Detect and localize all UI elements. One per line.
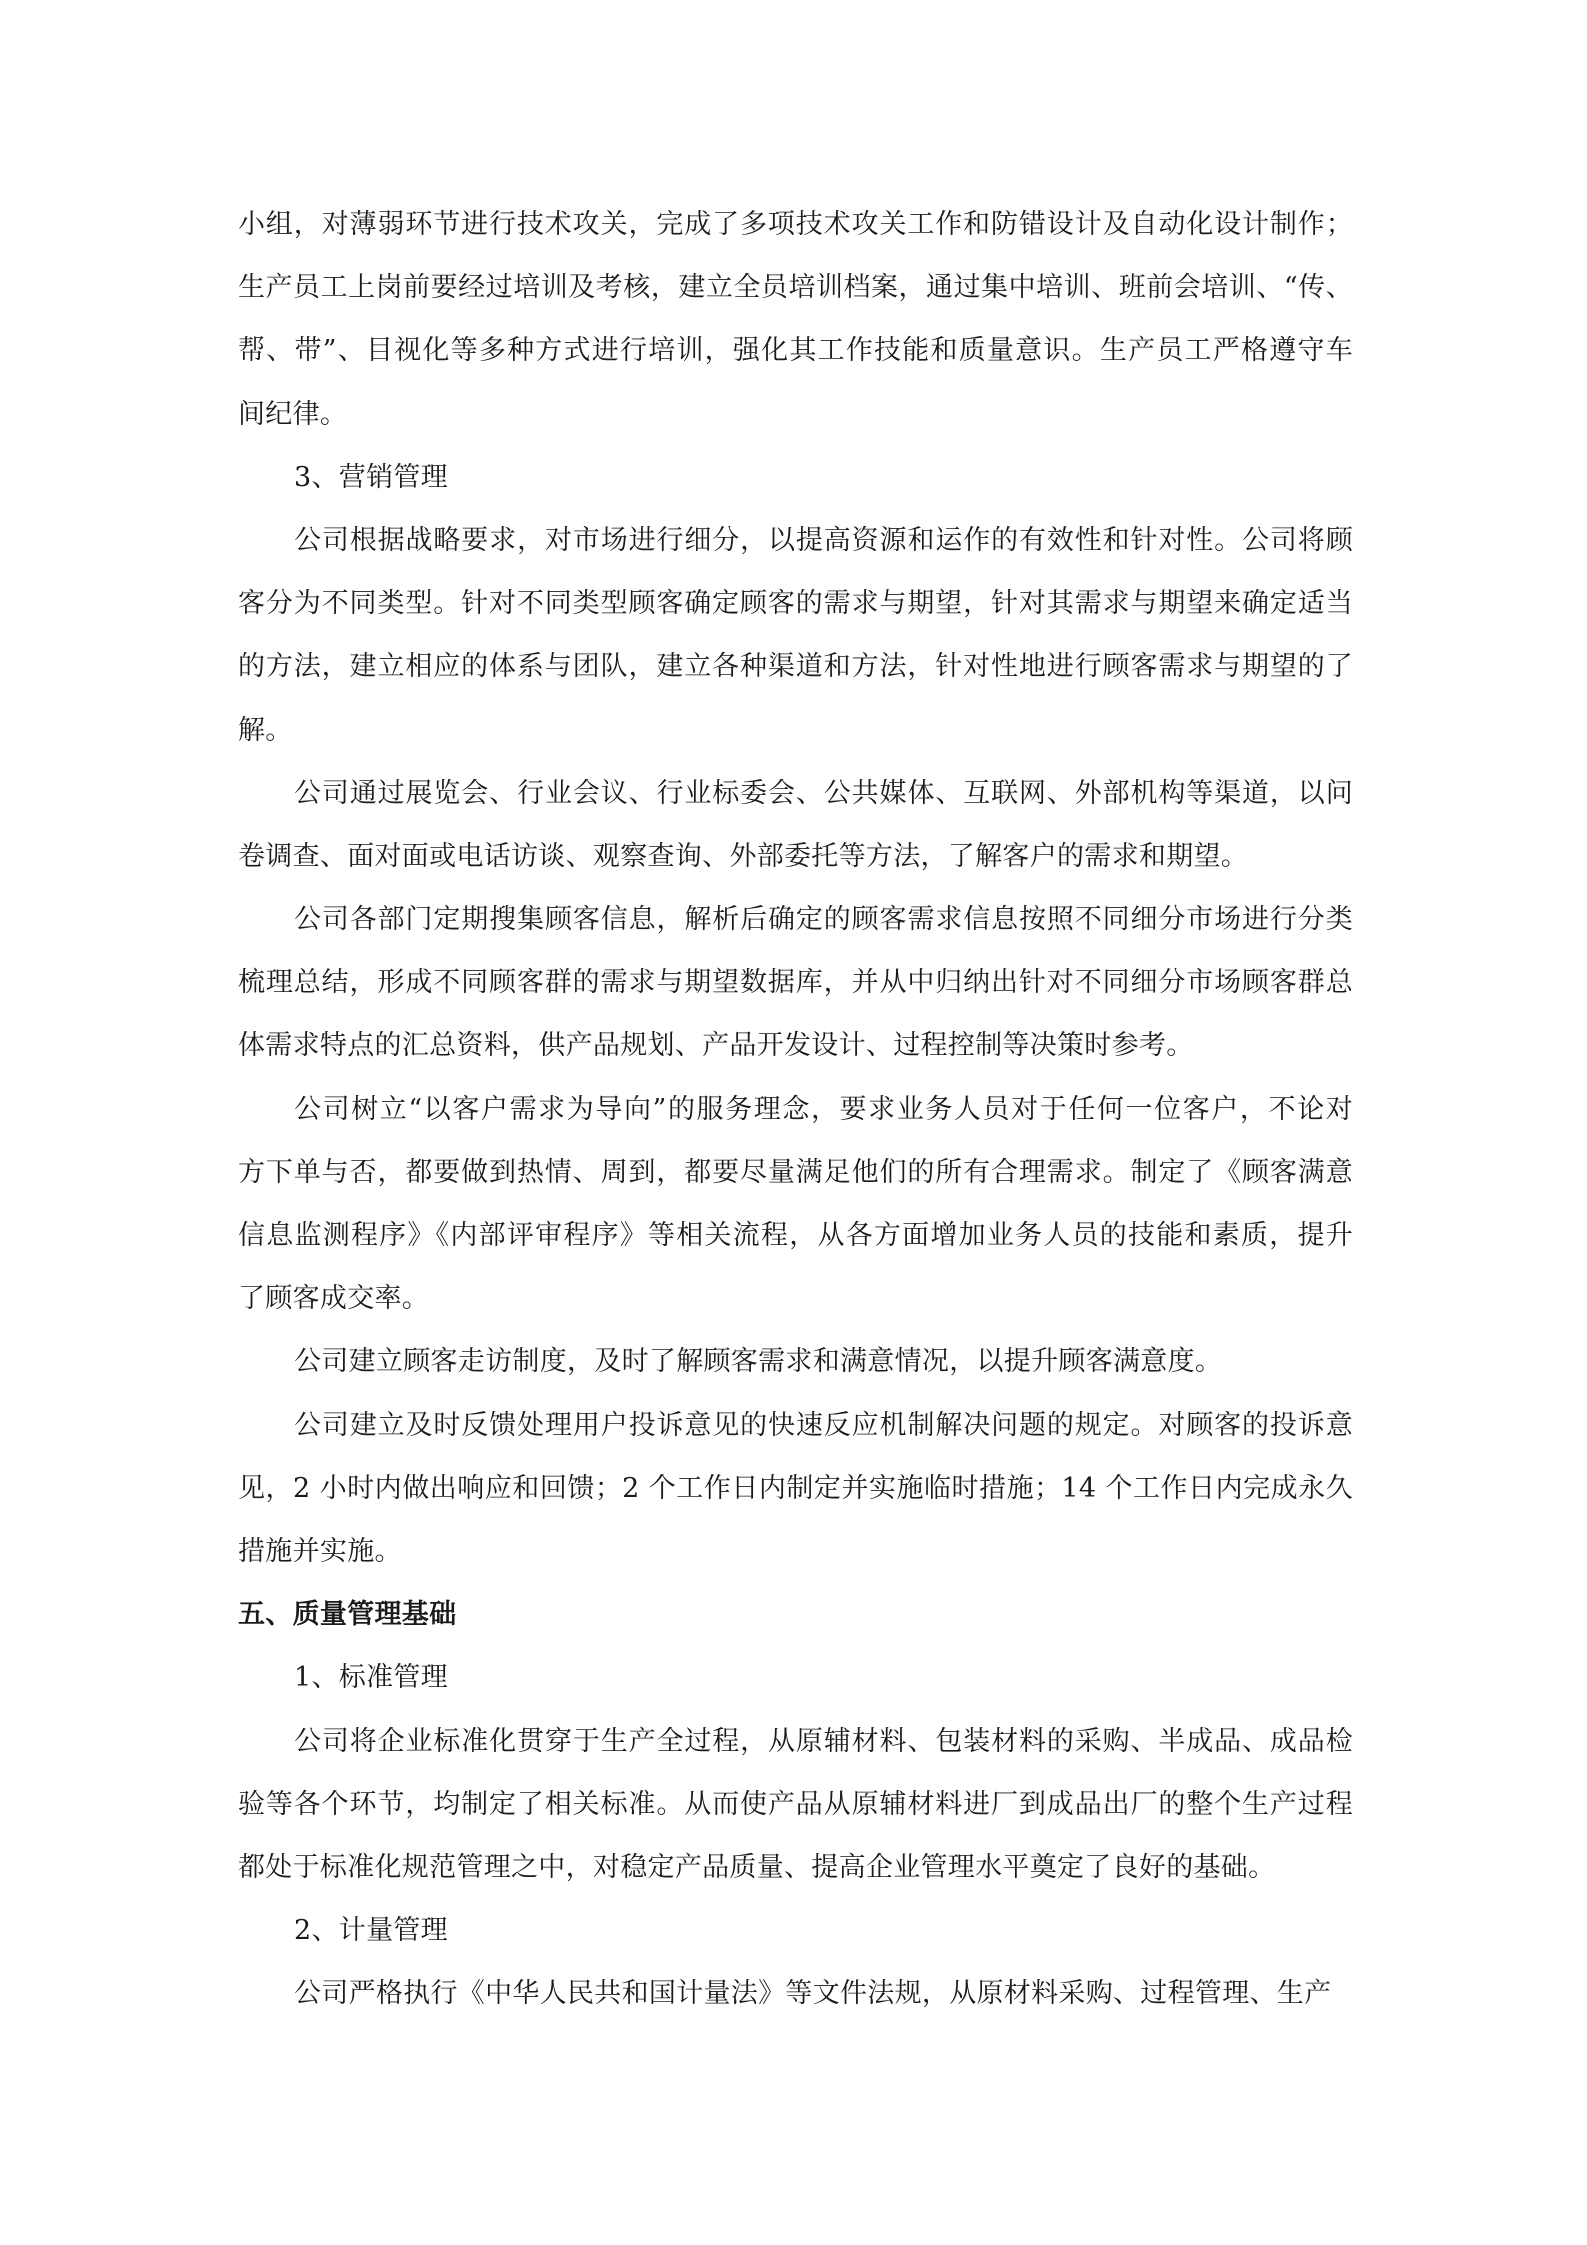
text-line: 体需求特点的汇总资料，供产品规划、产品开发设计、过程控制等决策时参考。 — [238, 1030, 1194, 1062]
text-line: 见，2 小时内做出响应和回馈；2 个工作日内制定并实施临时措施；14 个工作日内完成永久 — [238, 1472, 1353, 1504]
document-body — [238, 193, 1353, 2025]
text-line: 帮、带”、目视化等多种方式进行培训，强化其工作技能和质量意识。生产员工严格遵守车 — [238, 335, 1353, 367]
paragraph-metrology — [238, 1962, 1353, 2025]
paragraph-channels — [238, 762, 1353, 888]
section-heading-metrology: 2、计量管理 — [294, 1915, 448, 1947]
paragraph-standardization — [238, 1710, 1353, 1900]
text-line: 公司严格执行《中华人民共和国计量法》等文件法规，从原材料采购、过程管理、生产 — [294, 1978, 1332, 2010]
text-line: 了顾客成交率。 — [238, 1283, 430, 1315]
paragraph-market-segmentation — [238, 509, 1353, 762]
section-heading-standards: 1、标准管理 — [294, 1662, 448, 1694]
text-line: 公司根据战略要求，对市场进行细分，以提高资源和运作的有效性和针对性。公司将顾 — [294, 524, 1353, 556]
text-line: 公司各部门定期搜集顾客信息，解析后确定的顾客需求信息按照不同细分市场进行分类 — [294, 904, 1353, 936]
section-heading-marketing: 3、营销管理 — [294, 461, 448, 493]
text-line: 信息监测程序》《内部评审程序》等相关流程，从各方面增加业务人员的技能和素质，提升 — [238, 1220, 1353, 1251]
paragraph-complaint-handling — [238, 1394, 1353, 1584]
text-line: 公司建立顾客走访制度，及时了解顾客需求和满意情况，以提升顾客满意度。 — [294, 1346, 1223, 1378]
section-heading-quality-foundation: 五、质量管理基础 — [238, 1599, 457, 1631]
text-line: 梳理总结，形成不同顾客群的需求与期望数据库，并从中归纳出针对不同细分市场顾客群总 — [238, 967, 1353, 999]
text-line: 小组，对薄弱环节进行技术攻关，完成了多项技术攻关工作和防错设计及自动化设计制作； — [238, 209, 1353, 240]
text-line: 公司将企业标准化贯穿于生产全过程，从原辅材料、包装材料的采购、半成品、成品检 — [294, 1725, 1353, 1757]
text-line: 的方法，建立相应的体系与团队，建立各种渠道和方法，针对性地进行顾客需求与期望的了 — [238, 651, 1353, 683]
text-line: 客分为不同类型。针对不同类型顾客确定顾客的需求与期望，针对其需求与期望来确定适当 — [238, 588, 1353, 620]
text-line: 解。 — [238, 714, 293, 746]
text-line: 方下单与否，都要做到热情、周到，都要尽量满足他们的所有合理需求。制定了《顾客满意 — [238, 1156, 1353, 1188]
text-line: 验等各个环节，均制定了相关标准。从而使产品从原辅材料进厂到成品出厂的整个生产过程 — [238, 1788, 1353, 1820]
text-line: 生产员工上岗前要经过培训及考核，建立全员培训档案，通过集中培训、班前会培训、“传、 — [238, 272, 1353, 304]
text-line: 措施并实施。 — [238, 1535, 402, 1567]
paragraph-customer-visits — [238, 1330, 1353, 1393]
text-line: 公司通过展览会、行业会议、行业标委会、公共媒体、互联网、外部机构等渠道，以问 — [294, 777, 1353, 809]
paragraph-service-concept — [238, 1078, 1353, 1331]
text-line: 都处于标准化规范管理之中，对稳定产品质量、提高企业管理水平奠定了良好的基础。 — [238, 1851, 1276, 1883]
text-line: 公司建立及时反馈处理用户投诉意见的快速反应机制解决问题的规定。对顾客的投诉意 — [294, 1409, 1353, 1441]
text-line: 卷调查、面对面或电话访谈、观察查询、外部委托等方法，了解客户的需求和期望。 — [238, 840, 1249, 872]
paragraph-training — [238, 193, 1353, 446]
text-line: 公司树立“以客户需求为导向”的服务理念，要求业务人员对于任何一位客户，不论对 — [294, 1093, 1353, 1125]
paragraph-customer-info — [238, 888, 1353, 1078]
text-line: 间纪律。 — [238, 398, 348, 430]
